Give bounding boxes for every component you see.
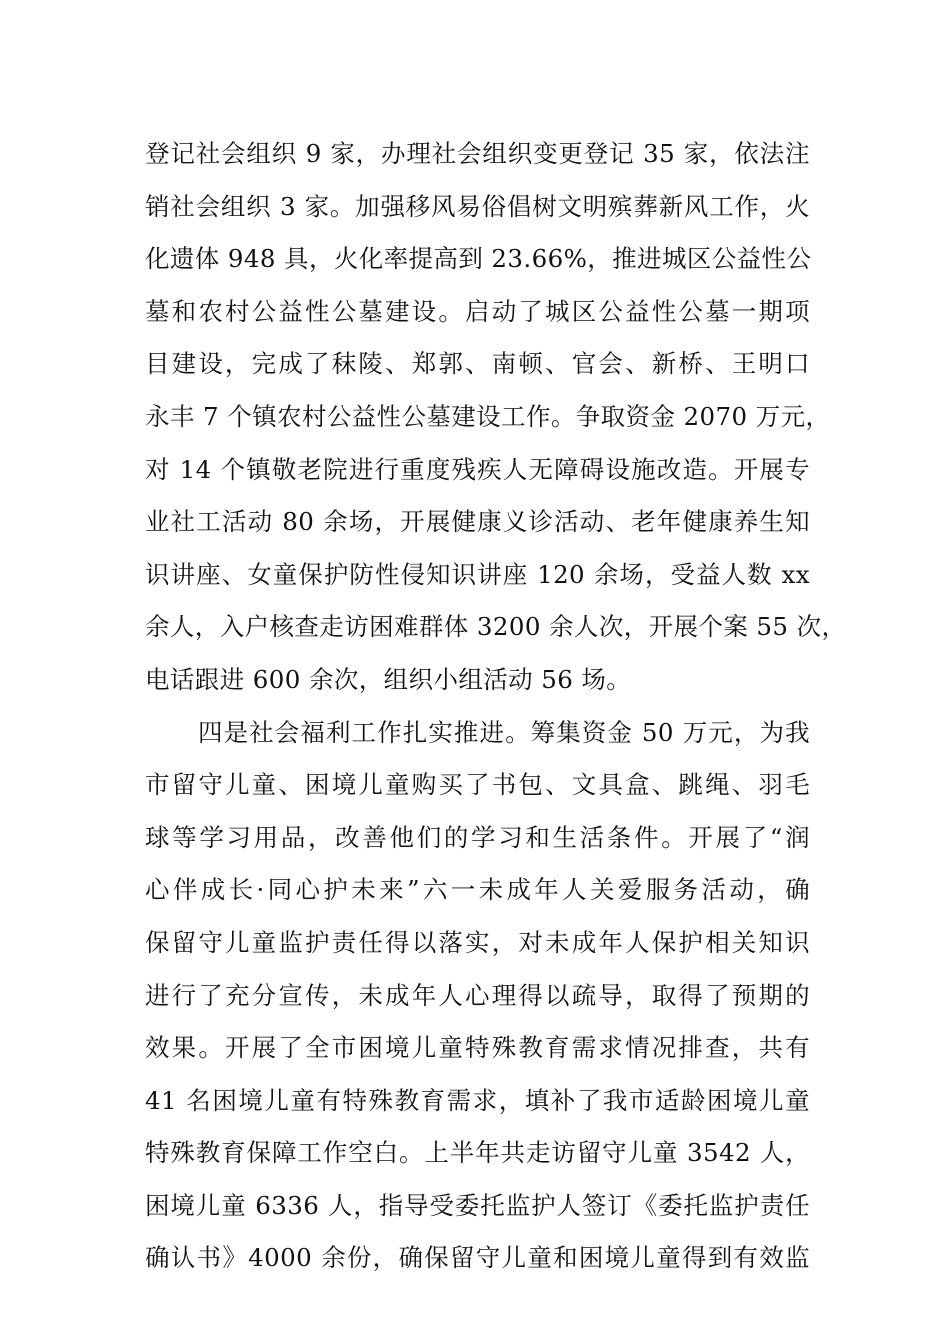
text-line: 困境儿童 6336 人，指导受委托监护人签订《委托监护责任 xyxy=(145,1190,810,1220)
text-line: 球等学习用品，改善他们的学习和生活条件。开展了“润 xyxy=(145,822,810,852)
text-line: 对 14 个镇敬老院进行重度残疾人无障碍设施改造。开展专 xyxy=(145,454,810,484)
paragraph-2 xyxy=(145,707,810,1286)
text-line: 效果。开展了全市困境儿童特殊教育需求情况排查，共有 xyxy=(145,1033,810,1063)
text-line: 余人，入户核查走访困难群体 3200 余人次，开展个案 55 次， xyxy=(145,612,847,642)
text-line: 业社工活动 80 余场，开展健康义诊活动、老年健康养生知 xyxy=(145,507,810,537)
text-line: 电话跟进 600 余次，组织小组活动 56 场。 xyxy=(145,664,632,694)
text-line: 登记社会组织 9 家，办理社会组织变更登记 35 家，依法注 xyxy=(145,139,810,168)
body-text xyxy=(145,128,847,1285)
text-line: 保留守儿童监护责任得以落实，对未成年人保护相关知识 xyxy=(145,927,810,957)
text-line: 墓和农村公益性公墓建设。启动了城区公益性公墓一期项 xyxy=(145,296,810,326)
paragraph-1 xyxy=(145,128,847,707)
text-line: 心伴成长·同心护未来”六一未成年人关爱服务活动，确 xyxy=(145,875,810,905)
text-line: 目建设，完成了秣陵、郑郭、南顿、官会、新桥、王明口 xyxy=(145,349,810,379)
text-line: 市留守儿童、困境儿童购买了书包、文具盒、跳绳、羽毛 xyxy=(145,770,810,800)
text-line: 化遗体 948 具，火化率提高到 23.66%，推进城区公益性公 xyxy=(145,244,812,274)
text-line: 永丰 7 个镇农村公益性公墓建设工作。争取资金 2070 万元， xyxy=(145,401,831,431)
text-line: 四是社会福利工作扎实推进。筹集资金 50 万元，为我 xyxy=(198,717,810,747)
text-line: 进行了充分宣传，未成年人心理得以疏导，取得了预期的 xyxy=(145,980,810,1010)
text-line: 41 名困境儿童有特殊教育需求，填补了我市适龄困境儿童 xyxy=(145,1085,810,1115)
text-line: 识讲座、女童保护防性侵知识讲座 120 余场，受益人数 xx xyxy=(145,559,810,589)
text-line: 确认书》4000 余份，确保留守儿童和困境儿童得到有效监 xyxy=(145,1243,810,1273)
text-line: 特殊教育保障工作空白。上半年共走访留守儿童 3542 人， xyxy=(145,1138,810,1168)
text-line: 销社会组织 3 家。加强移风易俗倡树文明殡葬新风工作，火 xyxy=(145,191,810,221)
